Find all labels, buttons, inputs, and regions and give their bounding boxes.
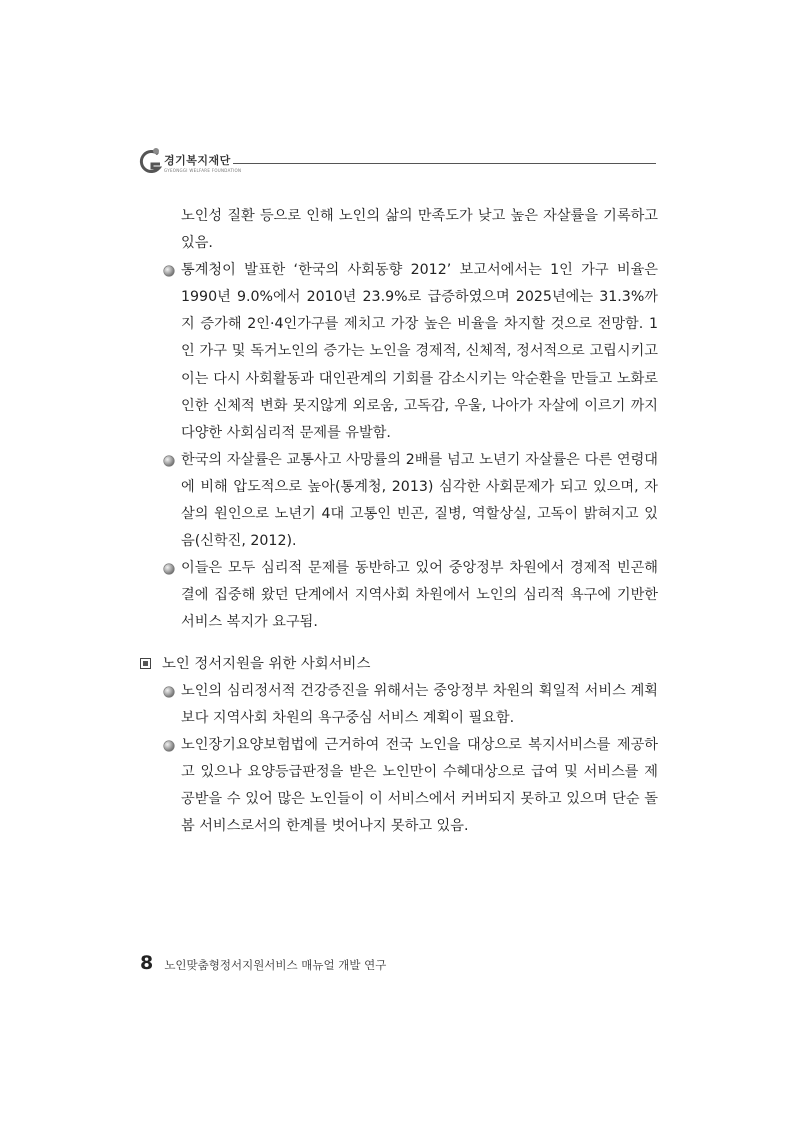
bullet-item-5 [138,732,658,840]
square-bullet-icon [140,658,151,669]
bullet-item-1 [138,257,658,447]
paragraph-text: 노인성 질환 등으로 인해 노인의 삶의 만족도가 낮고 높은 자살률을 기록하고 있음. [181,208,658,252]
bullet-item-3 [138,555,658,636]
bullet-sphere-icon [163,265,175,277]
section-heading [138,651,658,678]
bullet-text: 통계청이 발표한 ‘한국의 사회동향 2012’ 보고서에서는 1인 가구 비율은 1990년 9.0%에서 2010년 23.9%로 급증하였으며 2025년에는 31.3%까지 증가해 2인·4인가구를 제치고 가장 높은 비율을 차지할 것으로 전망함. 1인 가구 및 독거노인의 증가는 노인을 경제적, 신체적, 정서적으로 고립시키고 이는 다시 사회활동과 대인관계의 기회를 감소시키는 악순환을 만들고 노화로 인한 신체적 변화 못지않게 외로움, 고독감, 우울, 나아가 자살에 이르기 까지 다양한 사회심리적 문제를 유발함. [181,262,658,441]
bullet-text: 이들은 모두 심리적 문제를 동반하고 있어 중앙정부 차원에서 경제적 빈곤해결에 집중해 왔던 단계에서 지역사회 차원에서 노인의 심리적 욕구에 기반한 서비스 복지가 요구됨. [181,560,658,631]
page-number: 8 [140,952,154,974]
bullet-sphere-icon [163,455,175,467]
section-heading-text: 노인 정서지원을 위한 사회서비스 [162,655,371,672]
bullet-sphere-icon [163,686,175,698]
bullet-text: 노인장기요양보험법에 근거하여 전국 노인을 대상으로 복지서비스를 제공하고 있으나 요양등급판정을 받은 노인만이 수혜대상으로 급여 및 서비스를 제공받을 수 있어 많은 노인들이 이 서비스에서 커버되지 못하고 있으며 단순 돌봄 서비스로서의 한계를 벗어나지 못하고 있음. [181,736,658,834]
header-rule [233,163,656,164]
logo-subtext: GYEONGGI WELFARE FOUNDATION [164,168,242,173]
bullet-sphere-icon [163,563,175,575]
page-header [138,146,656,186]
page-footer [140,952,386,974]
logo-text: 경기복지재단 [164,154,231,167]
bullet-text: 노인의 심리정서적 건강증진을 위해서는 중앙정부 차원의 획일적 서비스 계획보다 지역사회 차원의 욕구중심 서비스 계획이 필요함. [181,682,658,726]
bullet-item-2 [138,447,658,555]
paragraph-continuation [138,203,658,257]
bullet-sphere-icon [163,740,175,752]
bullet-text: 한국의 자살률은 교통사고 사망률의 2배를 넘고 노년기 자살률은 다른 연령대에 비해 압도적으로 높아(통계청, 2013) 심각한 사회문제가 되고 있으며, 자살의 원인으로 노년기 4대 고통인 빈곤, 질병, 역할상실, 고독이 밝혀지고 있음(신학진, 2012). [181,451,658,550]
bullet-item-4 [138,678,658,732]
footer-title: 노인맞춤형정서지원서비스 매뉴얼 개발 연구 [164,958,387,972]
main-content [138,203,658,840]
foundation-logo-icon [138,146,162,180]
